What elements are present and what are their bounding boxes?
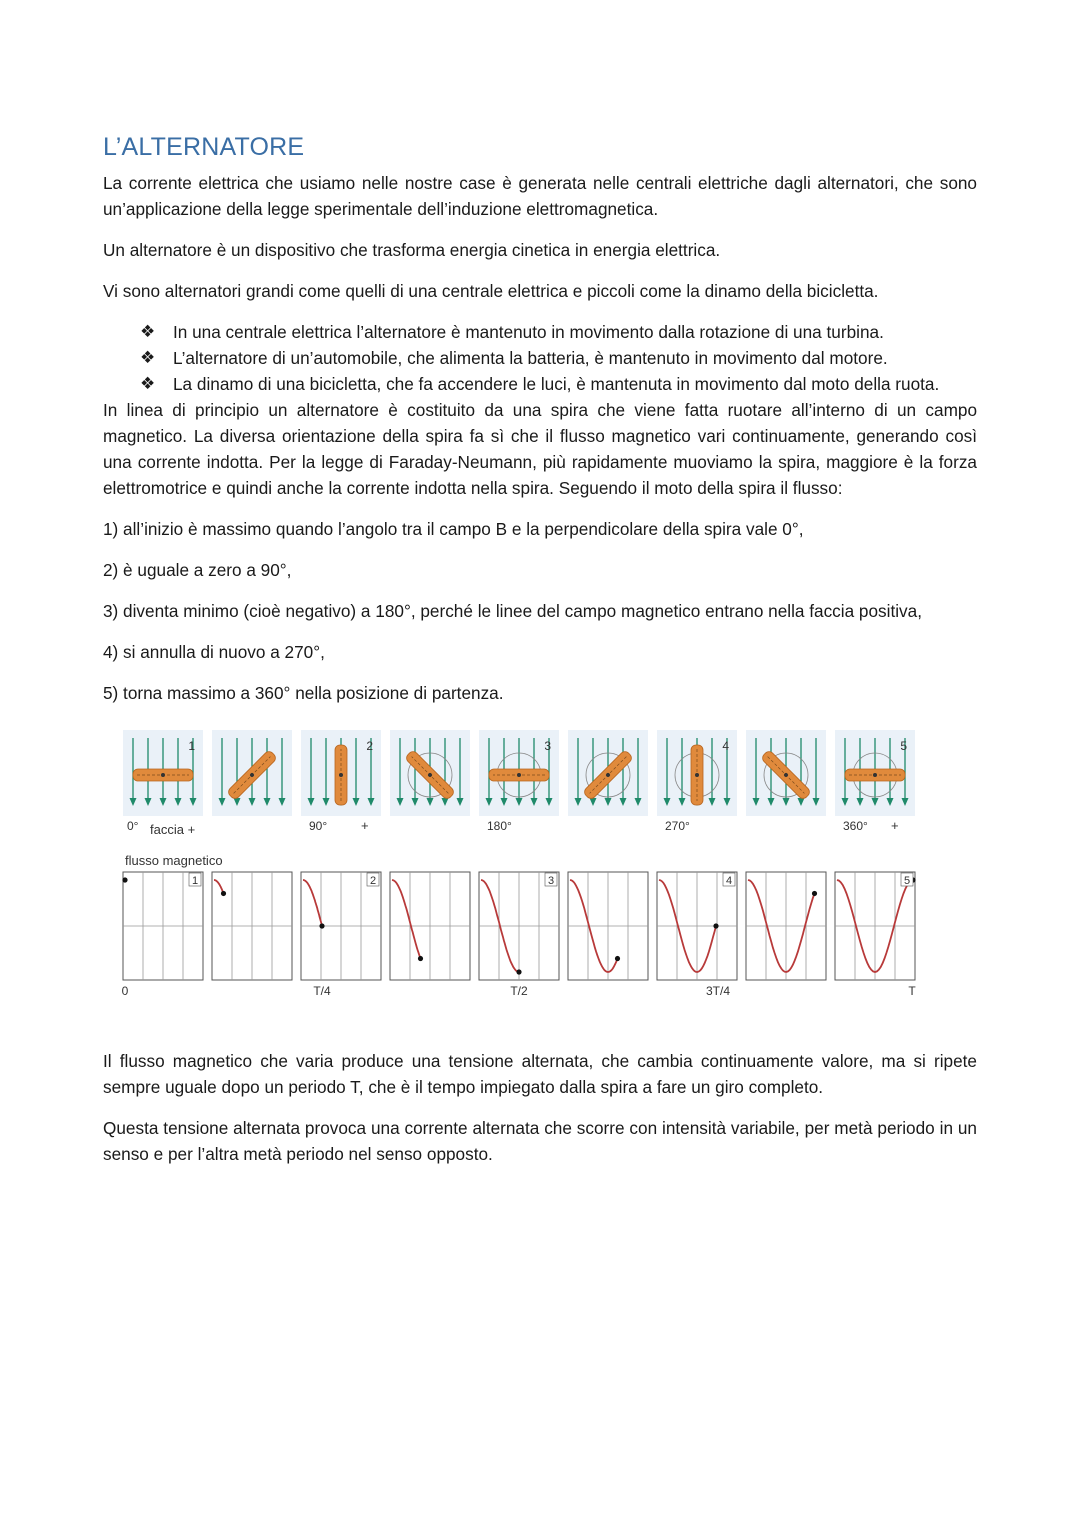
step-1: 1) all’inizio è massimo quando l’angolo tra il campo B e la perpendicolare della spira vale 0°, <box>103 519 804 539</box>
frame-number: 4 <box>722 739 729 753</box>
paragraph-sizes: Vi sono alternatori grandi come quelli di una centrale elettrica e piccoli come la dinamo della bicicletta. <box>103 281 879 301</box>
graph-frame-number: 3 <box>547 875 555 887</box>
time-label: T <box>908 984 916 998</box>
angle-label: 360° <box>843 819 868 833</box>
coil-pivot <box>517 773 521 777</box>
page-title: L’ALTERNATORE <box>103 133 305 161</box>
coil-panel <box>568 730 648 816</box>
angle-label: 270° <box>665 819 690 833</box>
coil <box>691 745 703 805</box>
alternator-figure <box>115 730 925 1000</box>
plus-sign: + <box>891 818 899 833</box>
flux-graph <box>568 872 648 980</box>
flux-graph <box>212 872 292 980</box>
graph-frame-number: 4 <box>725 875 733 887</box>
document-body <box>103 130 977 706</box>
flux-point <box>516 969 521 974</box>
coil <box>489 769 549 781</box>
closing-section <box>103 1048 977 1167</box>
time-label: T/4 <box>313 984 331 998</box>
frame-number: 5 <box>900 739 907 753</box>
flux-graph <box>835 872 916 980</box>
flux-graph <box>657 872 737 980</box>
coil-panel <box>212 730 292 816</box>
paragraph-alternating-current: Questa tensione alternata provoca una corrente alternata che scorre con intensità variabile, per metà periodo in un senso e per l’altra metà periodo nel senso opposto. <box>103 1118 977 1164</box>
flux-point <box>713 923 718 928</box>
coil-pivot <box>873 773 877 777</box>
flux-axis-label: flusso magnetico <box>125 853 223 868</box>
coil <box>845 769 905 781</box>
frame-number: 1 <box>188 739 195 753</box>
time-label: T/2 <box>510 984 528 998</box>
list-item: ❖ L’alternatore di un’automobile, che alimenta la batteria, è mantenuto in movimento dal motore. <box>140 345 977 371</box>
paragraph-principle: In linea di principio un alternatore è costituito da una spira che viene fatta ruotare all’interno di un campo magnetico. La diversa orientazione della spira fa sì che il flusso magnetico vari continuamente, generando così una corrente indotta. Per la legge di Faraday-Neumann, più rapidamente muoviamo la spira, maggiore è la forza elettromotrice e quindi anche la corrente indotta nella spira. Seguendo il moto della spira il flusso: <box>103 400 977 498</box>
paragraph-intro: La corrente elettrica che usiamo nelle nostre case è generata nelle centrali elettriche dagli alternatori, che sono un’applicazione della legge sperimentale dell’induzione elettromagnetica. <box>103 173 977 219</box>
graph-frame-number: 1 <box>191 875 199 887</box>
coil <box>133 769 193 781</box>
coil-pivot <box>695 773 699 777</box>
frame-number: 3 <box>544 739 551 753</box>
step-5: 5) torna massimo a 360° nella posizione di partenza. <box>103 683 504 703</box>
plus-sign: + <box>361 818 369 833</box>
face-label: faccia + <box>150 822 196 837</box>
flux-graph <box>746 872 826 980</box>
coil-pivot <box>161 773 165 777</box>
coil <box>335 745 347 805</box>
coil-panel <box>390 730 470 816</box>
step-2: 2) è uguale a zero a 90°, <box>103 560 292 580</box>
flux-point <box>418 956 423 961</box>
diamond-bullet-icon: ❖ <box>140 374 156 393</box>
diamond-bullet-icon: ❖ <box>140 322 156 341</box>
list-item: ❖ La dinamo di una bicicletta, che fa accendere le luci, è mantenuta in movimento dal moto della ruota. <box>140 371 977 397</box>
graph-frame-number: 5 <box>903 875 911 887</box>
angle-label: 0° <box>127 819 139 833</box>
paragraph-alternating-voltage: Il flusso magnetico che varia produce una tensione alternata, che cambia continuamente valore, ma si ripete sempre uguale dopo un periodo T, che è il tempo impiegato dalla spira a fare un giro completo. <box>103 1051 977 1097</box>
list-item: ❖ In una centrale elettrica l’alternatore è mantenuto in movimento dalla rotazione di una turbina. <box>140 319 977 345</box>
flux-graph <box>301 872 381 980</box>
time-label: 3T/4 <box>705 984 731 998</box>
flux-point <box>319 923 324 928</box>
paragraph-definition: Un alternatore è un dispositivo che trasforma energia cinetica in energia elettrica. <box>103 240 721 260</box>
frame-number: 2 <box>366 739 373 753</box>
flux-point <box>122 877 127 882</box>
step-4: 4) si annulla di nuovo a 270°, <box>103 642 325 662</box>
flux-graph <box>390 872 470 980</box>
angle-label: 180° <box>487 819 512 833</box>
flux-point <box>221 891 226 896</box>
step-3: 3) diventa minimo (cioè negativo) a 180°, perché le linee del campo magnetico entrano nella faccia positiva, <box>103 601 922 621</box>
alternator-diagram <box>115 730 925 1000</box>
time-label: 0 <box>121 984 129 998</box>
flux-graph <box>122 872 203 980</box>
examples-list <box>103 319 977 397</box>
coil-panel <box>746 730 826 816</box>
flux-graph <box>479 872 559 980</box>
flux-point <box>615 956 620 961</box>
flux-point <box>812 891 817 896</box>
coil-pivot <box>339 773 343 777</box>
graph-frame-number: 2 <box>369 875 377 887</box>
diamond-bullet-icon: ❖ <box>140 348 156 367</box>
angle-label: 90° <box>309 819 328 833</box>
